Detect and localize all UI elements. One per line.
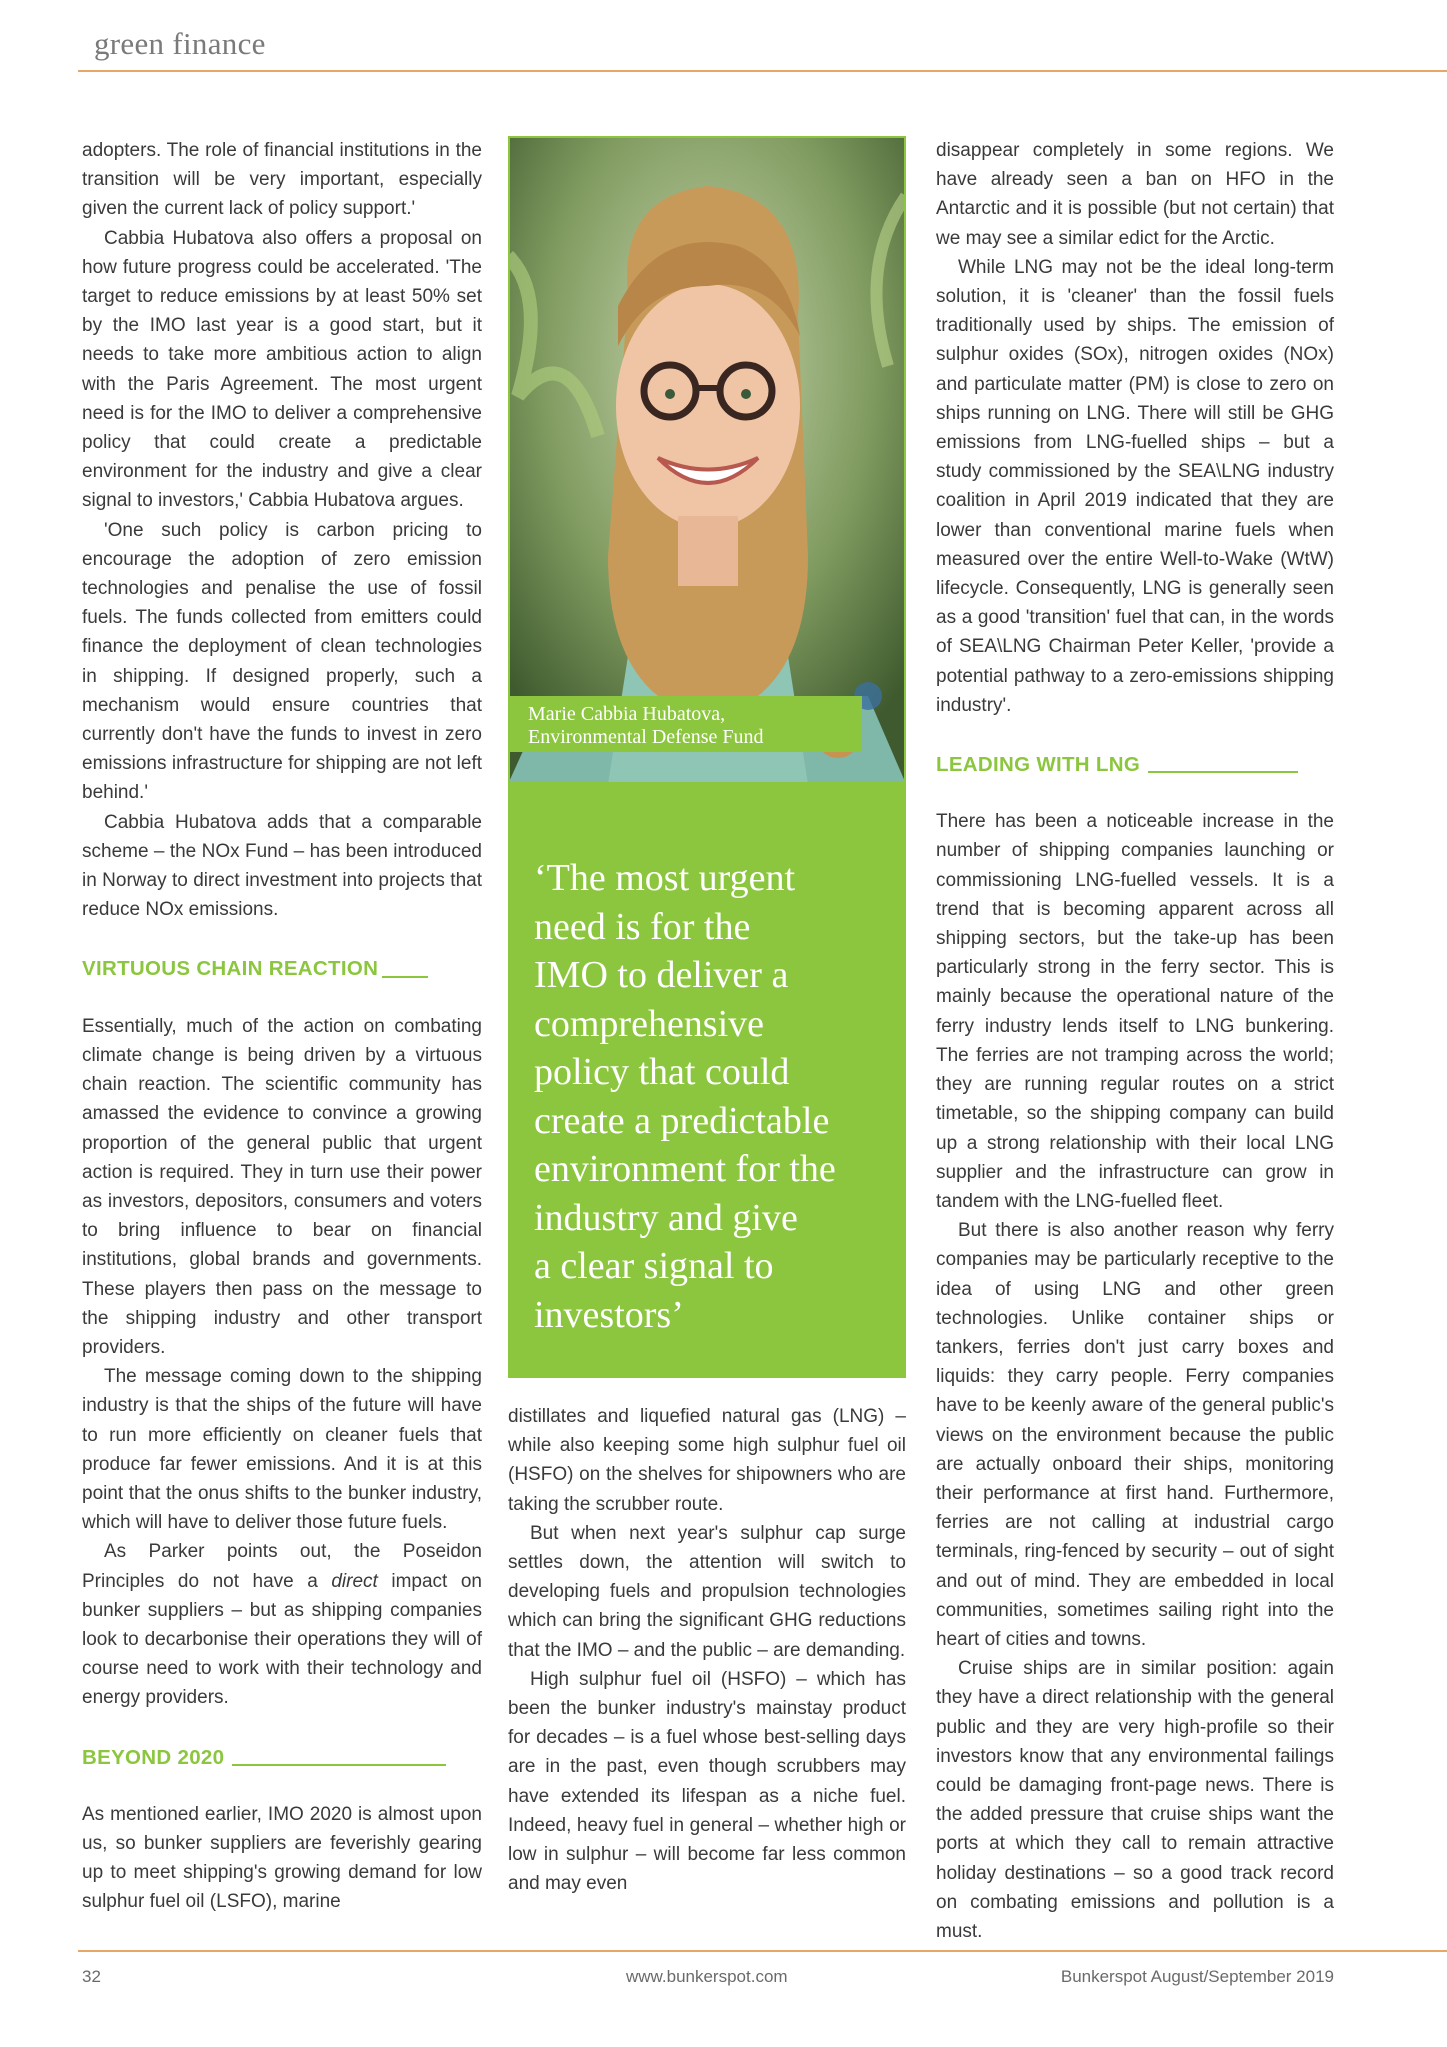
caption-name: Marie Cabbia Hubatova, <box>528 703 726 725</box>
paragraph: Cruise ships are in similar position: again they have a direct relationship with the general public and they are very high-profile so their investors know that any environmental failings could be damaging front-page news. There is the added pressure that cruise ships want the ports at which they call to remain attractive holiday destinations – so a good track record on combating emissions and pollution is a must. <box>936 1658 1334 1942</box>
portrait-photo <box>508 136 906 784</box>
paragraph: distillates and liquefied natural gas (LNG) – while also keeping some high sulphur fuel oil (HSFO) on the shelves for shipowners who are taking the scrubber route. <box>508 1406 906 1515</box>
paragraph: disappear completely in some regions. We have already seen a ban on HFO in the Antarctic and it is possible (but not certain) that we may see a similar edict for the Arctic. <box>936 140 1334 249</box>
pull-quote <box>508 784 906 1378</box>
paragraph: Cabbia Hubatova adds that a comparable scheme – the NOx Fund – has been introduced in Norway to direct investment into projects that reduce NOx emissions. <box>82 811 482 921</box>
paragraph: 'One such policy is carbon pricing to encourage the adoption of zero emission technologies and penalise the use of fossil fuels. The funds collected from emitters could finance the deployment of clean technologies in shipping. If designed properly, such a mechanism would ensure countries that currently don't have the funds to invest in zero emissions infrastructure for shipping are not left behind.' <box>82 519 482 804</box>
paragraph: As Parker points out, the Poseidon Principles do not have a direct impact on bunker suppliers – but as shipping companies look to decarbonise their operations they will of course need to work with their technology and energy providers. <box>82 1541 482 1709</box>
pull-quote-text: ‘The most urgent need is for the IMO to deliver a comprehensive policy that could create a predictable environment for the industry and give a clear signal to investors’ <box>534 857 836 1336</box>
emphasis-text: direct <box>331 1570 378 1592</box>
subheading-rule <box>382 976 428 978</box>
article-column-1 <box>82 136 482 1917</box>
subheading-leading-with-lng: LEADING WITH LNG <box>936 750 1334 779</box>
subheading-virtuous-chain-reaction: VIRTUOUS CHAIN REACTION <box>82 954 482 983</box>
paragraph: Essentially, much of the action on combating climate change is being driven by a virtuous chain reaction. The scientific community has amassed the evidence to convince a growing proportion of the general public that urgent action is required. They in turn use their power as investors, depositors, consumers and voters to bring influence to bear on financial institutions, global brands and governments. These players then pass on the message to the shipping industry and other transport providers. <box>82 1015 482 1358</box>
subheading-rule <box>1148 771 1298 773</box>
footer-url: www.bunkerspot.com <box>626 1967 788 1986</box>
footer-rule <box>78 1950 1447 1952</box>
subheading-beyond-2020: BEYOND 2020 <box>82 1743 482 1772</box>
section-header: green finance <box>94 26 266 61</box>
paragraph: High sulphur fuel oil (HSFO) – which has been the bunker industry's mainstay product for decades – is a fuel whose best-selling days are in the past, even though scrubbers may have extended its lifespan as a niche fuel. Indeed, heavy fuel in general – whether high or low in sulphur – will become far less common and may even <box>508 1668 906 1895</box>
paragraph: The message coming down to the shipping industry is that the ships of the future will have to run more efficiently on cleaner fuels that produce far fewer emissions. And it is at this point that the onus shifts to the bunker industry, which will have to deliver those future fuels. <box>82 1366 482 1534</box>
photo-frame <box>508 136 906 784</box>
page-number: 32 <box>82 1967 101 1986</box>
footer-publication: Bunkerspot August/September 2019 <box>1060 1967 1334 1986</box>
paragraph: There has been a noticeable increase in the number of shipping companies launching or commissioning LNG-fuelled vessels. It is a trend that is becoming apparent across all shipping sectors, but the take-up has been particularly strong in the ferry sector. This is mainly because the operational nature of the ferry industry lends itself to LNG bunkering. The ferries are not tramping across the world; they are running regular routes on a strict timetable, so the shipping company can build up a strong relationship with their local LNG supplier and the infrastructure can grow in tandem with the LNG-fuelled fleet. <box>936 811 1334 1212</box>
subheading-rule <box>232 1764 446 1766</box>
article-column-2 <box>508 1402 906 1898</box>
header-rule <box>78 70 1447 72</box>
paragraph: As mentioned earlier, IMO 2020 is almost upon us, so bunker suppliers are feverishly gearing up to meet shipping's growing demand for low sulphur fuel oil (LSFO), marine <box>82 1803 482 1913</box>
caption-organisation: Environmental Defense Fund <box>528 726 764 748</box>
photo-caption <box>508 696 862 752</box>
paragraph: While LNG may not be the ideal long-term solution, it is 'cleaner' than the fossil fuels traditionally used by ships. The emission of sulphur oxides (SOx), nitrogen oxides (NOx) and particulate matter (PM) is close to zero on ships running on LNG. There will still be GHG emissions from LNG-fuelled ships – but a study commissioned by the SEA\LNG industry coalition in April 2019 indicated that they are lower than conventional marine fuels when measured over the entire Well-to-Wake (WtW) lifecycle. Consequently, LNG is generally seen as a good 'transition' fuel that can, in the words of SEA\LNG Chairman Peter Keller, 'provide a potential pathway to a zero-emissions shipping industry'. <box>936 256 1334 716</box>
paragraph: But when next year's sulphur cap surge settles down, the attention will switch to developing fuels and propulsion technologies which can bring the significant GHG reductions that the IMO – and the public – are demanding. <box>508 1522 906 1661</box>
paragraph: But there is also another reason why ferry companies may be particularly receptive to the idea of using LNG and other green technologies. Unlike container ships or tankers, ferries don't just carry boxes and liquids: they carry people. Ferry companies have to be keenly aware of the general public's views on the environment because the public are actually onboard their ships, monitoring their performance at first hand. Furthermore, ferries are not calling at industrial cargo terminals, ring-fenced by security – out of sight and out of mind. They are embedded in local communities, sometimes sailing right into the heart of cities and towns. <box>936 1220 1334 1650</box>
article-column-3 <box>936 136 1334 1946</box>
paragraph: adopters. The role of financial institutions in the transition will be very important, especially given the current lack of policy support.' <box>82 140 482 220</box>
paragraph: Cabbia Hubatova also offers a proposal on how future progress could be accelerated. 'The target to reduce emissions by at least 50% set by the IMO last year is a good start, but it needs to take more ambitious action to align with the Paris Agreement. The most urgent need is for the IMO to deliver a comprehensive policy that could create a predictable environment for the industry and give a clear signal to investors,' Cabbia Hubatova argues. <box>82 227 482 512</box>
